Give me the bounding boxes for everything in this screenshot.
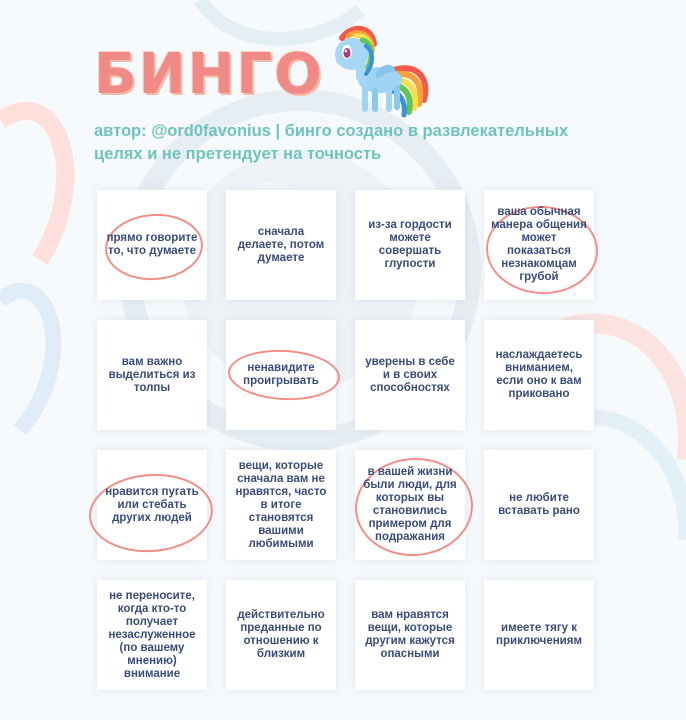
bingo-cell-text: действительно преданные по отношению к близким [237,609,325,660]
bingo-cell [226,320,336,430]
bingo-cell [355,320,465,430]
bingo-cell-text: прямо говорите то, что думаете [106,232,198,257]
bingo-cell-text: уверены в себе и в своих способностях [365,355,455,394]
bingo-cell [355,450,465,560]
bingo-cell [226,580,336,690]
bingo-cell [97,320,207,430]
header [0,0,686,170]
bingo-cell [97,580,207,690]
bingo-cell-text: ваша обычная манера общения может показаться незнакомцам грубой [491,206,587,283]
bingo-cell [97,450,207,560]
bingo-cell [484,320,594,430]
bingo-cell [355,190,465,300]
bingo-cell-text: не переносите, когда кто-то получает незаслуженное (по вашему мнению) внимание [108,589,196,680]
bingo-cell-text: наслаждаетесь вниманием, если оно к вам приковано [495,349,583,400]
bingo-cell-text: нравится пугать или стебать других людей [105,485,199,524]
bingo-cell [484,580,594,690]
bingo-cell [97,190,207,300]
bingo-title: БИНГО [94,42,324,107]
bingo-cell-text: не любите вставать рано [498,492,580,517]
bingo-cell-text: ненавидите проигрывать [243,362,319,387]
rainbow-dash-pony-illustration [322,18,432,118]
author-note: автор: @ord0favonius | бинго создано в развлекательных целях и не претендует на точность [94,122,569,163]
bingo-cell-text: в вашей жизни были люди, для которых вы становились примером для подражания [363,466,457,543]
bingo-cell-text: сначала делаете, потом думаете [237,225,325,264]
bingo-cell-text: из-за гордости можете совершать глупости [368,219,452,270]
bingo-cell-text: вам важно выделиться из толпы [108,355,196,394]
bingo-cell-text: имеете тягу к приключениям [496,622,582,647]
bingo-cell [226,190,336,300]
bingo-cell [355,580,465,690]
bingo-cell-text: вещи, которые сначала вам не нравятся, часто в итоге становятся вашими любимыми [235,459,327,550]
bingo-cell [226,450,336,560]
bingo-cell [484,190,594,300]
bingo-cell [484,450,594,560]
bingo-cell-text: вам нравятся вещи, которые другим кажутся опасными [365,609,455,660]
